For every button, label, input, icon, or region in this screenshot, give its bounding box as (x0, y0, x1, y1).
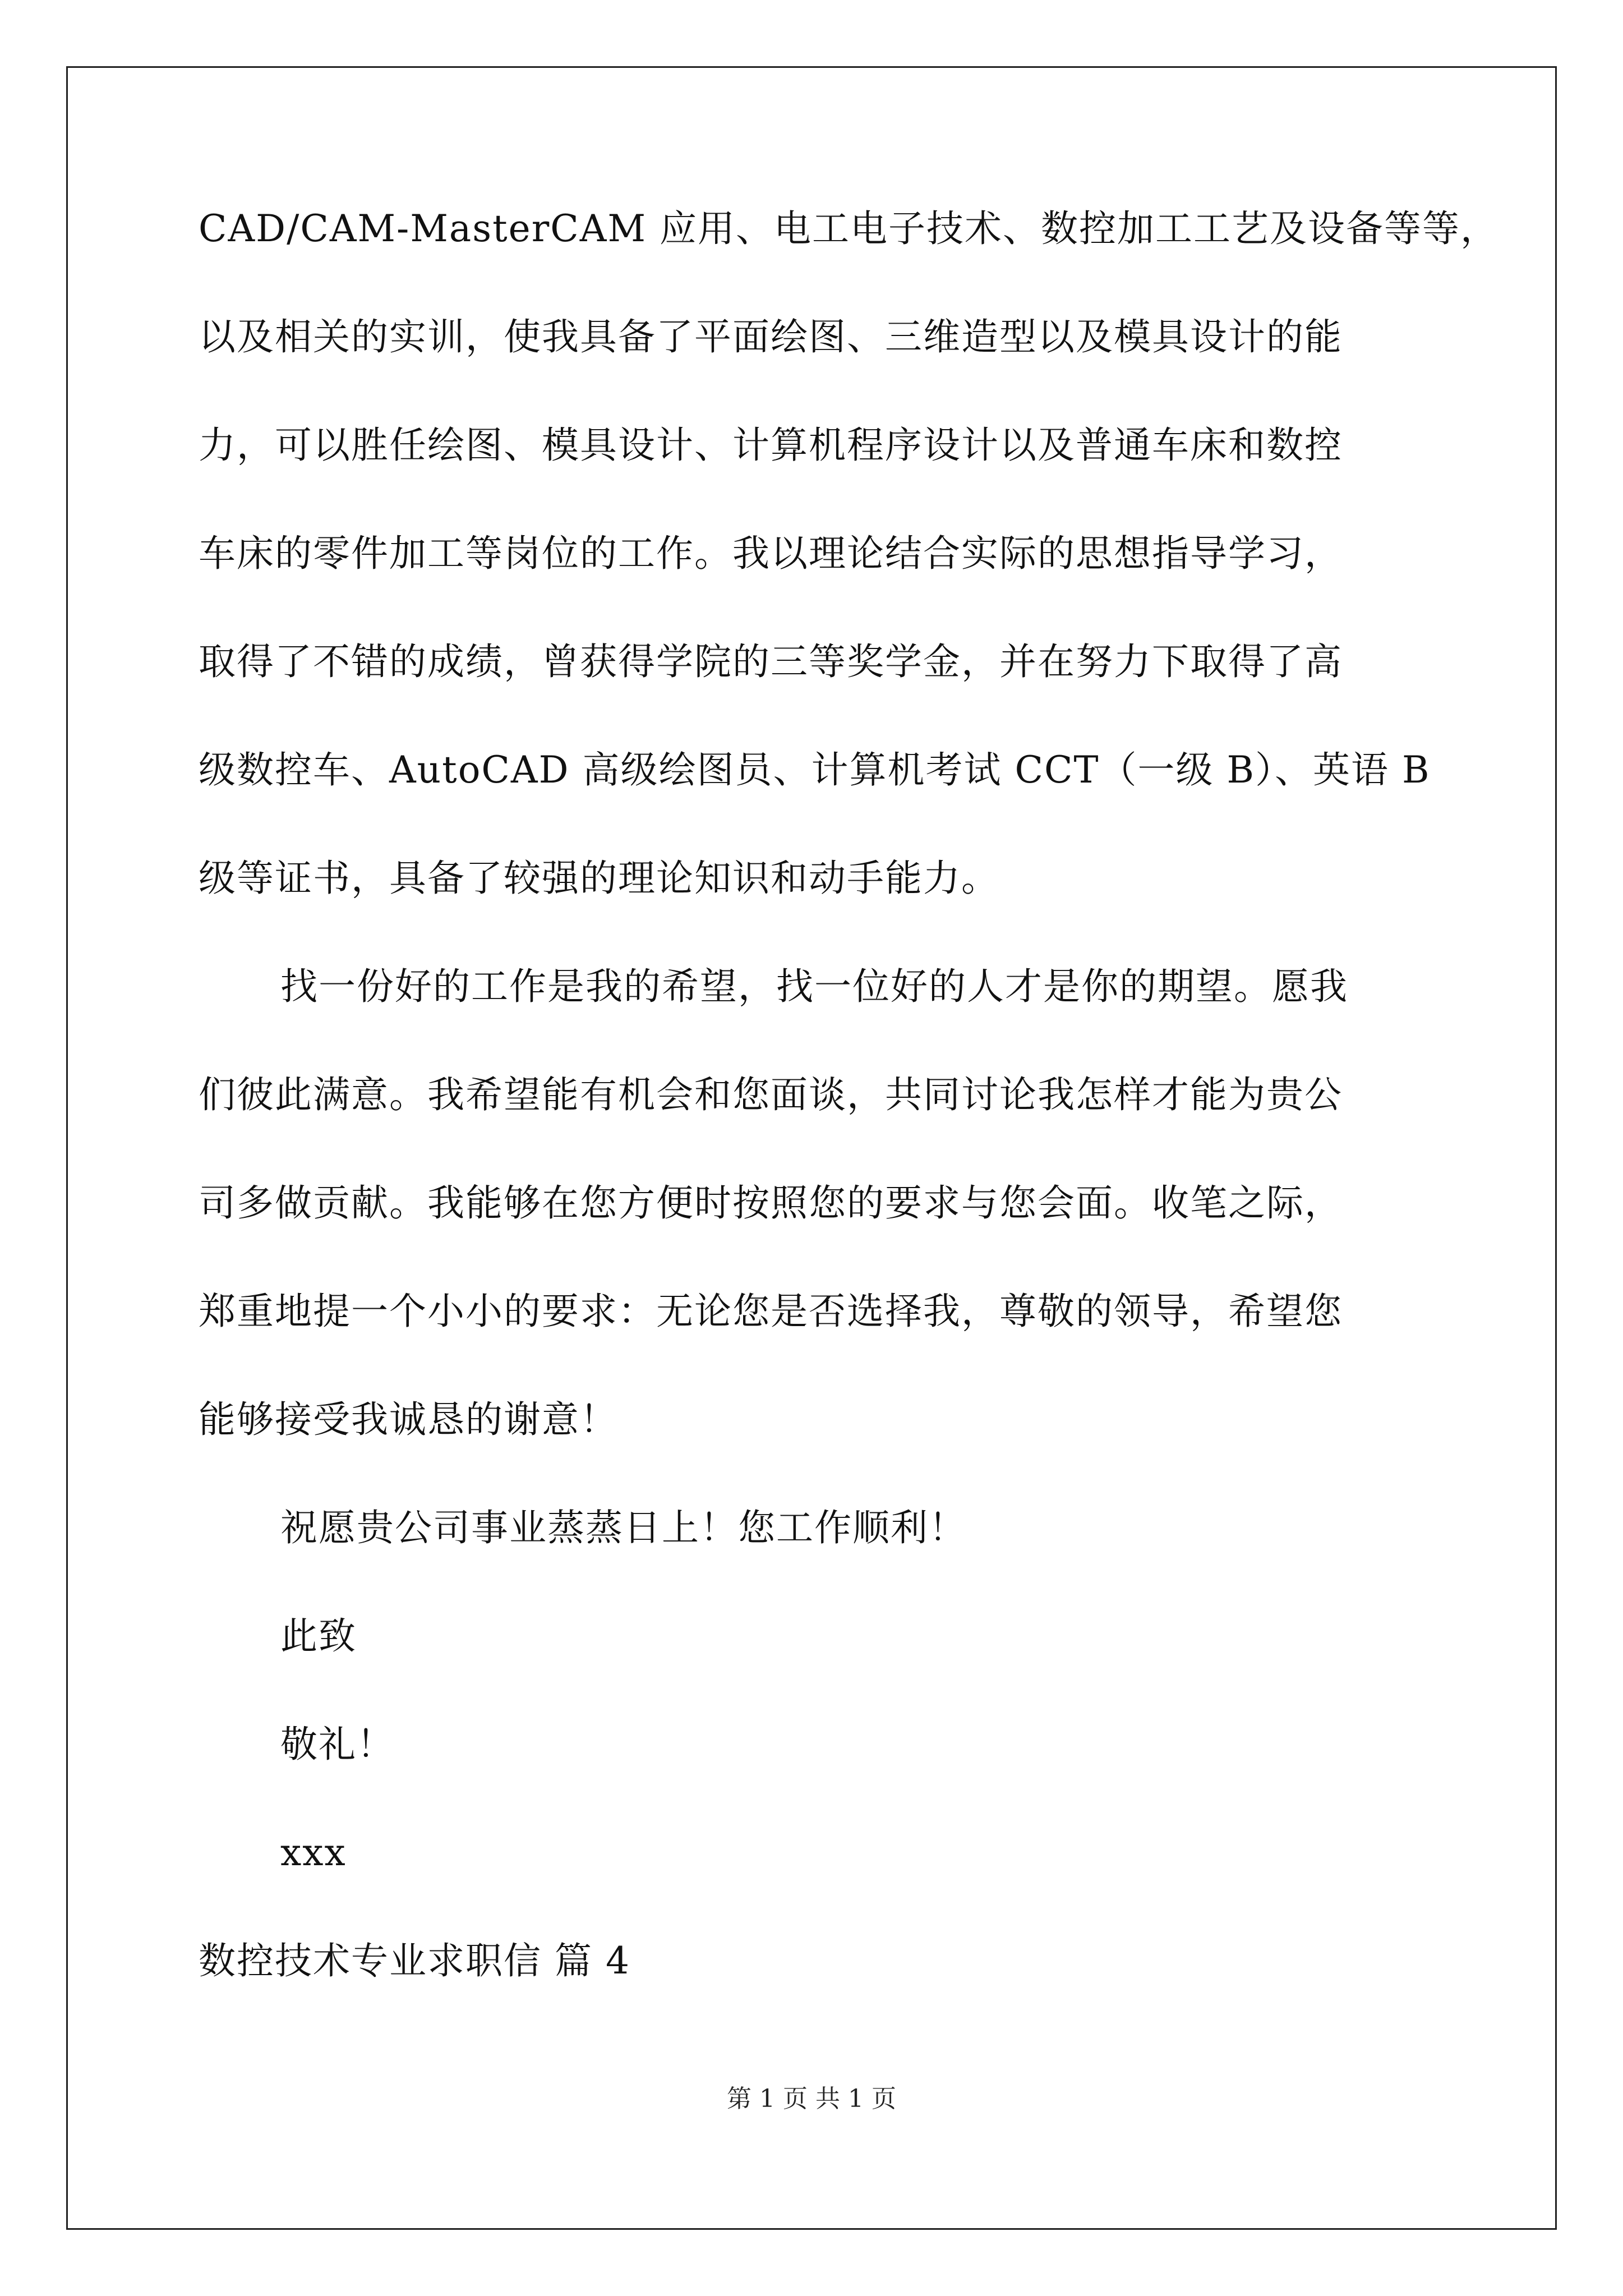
closing-salutation-1: 此致 (280, 1614, 357, 1658)
text-line: 车床的零件加工等岗位的工作。我以理论结合实际的思想指导学习， (199, 532, 1343, 575)
text-line: 以及相关的实训，使我具备了平面绘图、三维造型以及模具设计的能 (199, 315, 1343, 358)
text-line: 找一份好的工作是我的希望，找一位好的人才是你的期望。愿我 (280, 965, 1348, 1008)
text-line: 们彼此满意。我希望能有机会和您面谈，共同讨论我怎样才能为贵公 (199, 1073, 1343, 1116)
closing-wish: 祝愿贵公司事业蒸蒸日上！您工作顺利！ (280, 1506, 967, 1549)
closing-salutation-2: 敬礼！ (280, 1723, 395, 1766)
text-line: 郑重地提一个小小的要求：无论您是否选择我，尊敬的领导，希望您 (199, 1290, 1343, 1333)
text-line: 级数控车、AutoCAD 高级绘图员、计算机考试 CCT（一级 B）、英语 B (199, 748, 1431, 792)
text-line: 能够接受我诚恳的谢意！ (199, 1398, 618, 1441)
text-line: 力，可以胜任绘图、模具设计、计算机程序设计以及普通车床和数控 (199, 424, 1343, 467)
signature: xxx (280, 1831, 347, 1874)
text-line: 司多做贡献。我能够在您方便时按照您的要求与您会面。收笔之际， (199, 1181, 1343, 1225)
text-line: 取得了不错的成绩，曾获得学院的三等奖学金，并在努力下取得了高 (199, 640, 1343, 683)
page-border (66, 66, 1557, 2230)
page-footer: 第 1 页 共 1 页 (727, 2085, 896, 2113)
text-line: CAD/CAM-MasterCAM 应用、电工电子技术、数控加工工艺及设备等等， (199, 207, 1499, 250)
section-title: 数控技术专业求职信 篇 4 (199, 1939, 630, 1982)
text-line: 级等证书，具备了较强的理论知识和动手能力。 (199, 857, 999, 900)
